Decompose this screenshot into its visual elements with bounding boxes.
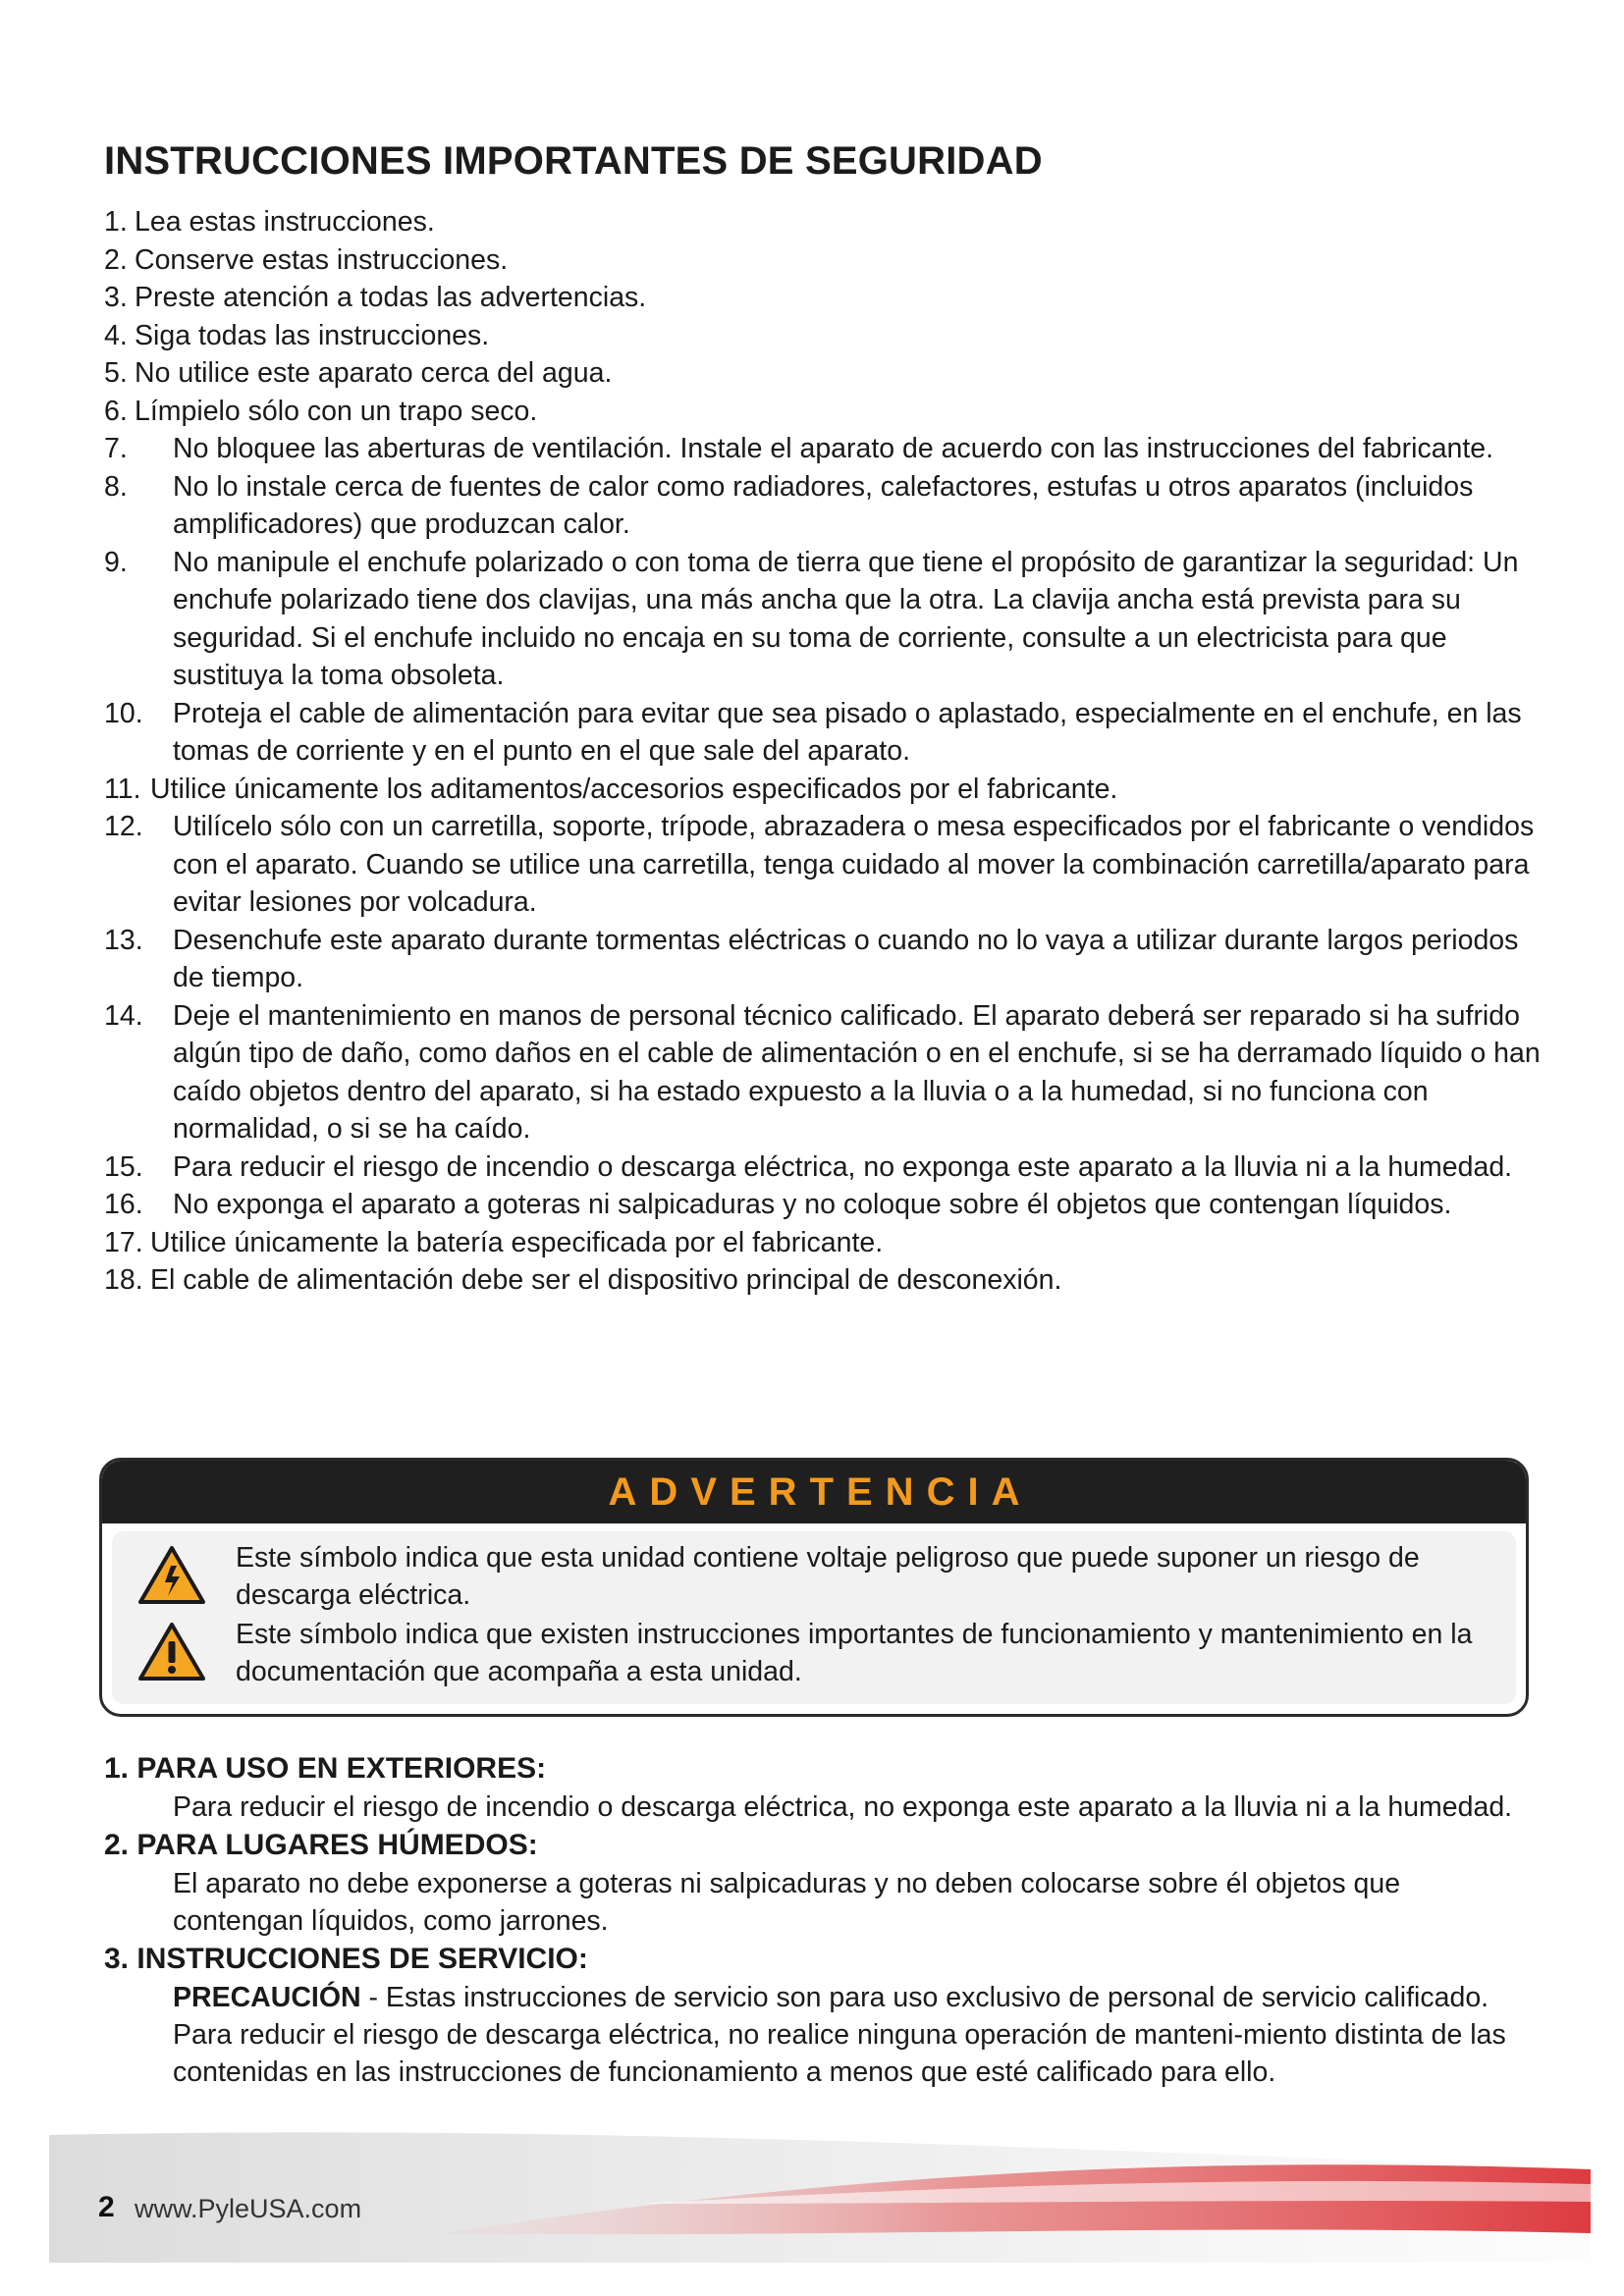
service-text xyxy=(104,1979,1518,2091)
list-item xyxy=(104,544,1547,695)
caution-text: - Estas instrucciones de servicio son para uso exclusivo de personal de servicio calificado. Para reducir el riesgo de descarga eléctrica, no realice ninguna operación de manteni-miento distinta de las contenidas en las instrucciones de funcionamiento a menos que esté calificado para ello. xyxy=(173,1982,1506,2088)
item-text: Lea estas instrucciones. xyxy=(135,206,435,238)
instruction-list xyxy=(104,203,1547,1300)
list-item xyxy=(104,1186,1547,1224)
item-number: 12. xyxy=(104,811,143,842)
list-item xyxy=(104,393,1547,431)
service-heading: 3. INSTRUCCIONES DE SERVICIO: xyxy=(104,1943,588,1975)
warning-header xyxy=(102,1461,1526,1523)
item-text: Desenchufe este aparato durante tormentas eléctricas o cuando no lo vaya a utilizar durante largos periodos de tiempo. xyxy=(173,924,1519,993)
item-text: No bloquee las aberturas de ventilación. Instale el aparato de acuerdo con las instrucciones del fabricante. xyxy=(173,433,1494,464)
item-text: Límpielo sólo con un trapo seco. xyxy=(135,395,538,427)
item-text: Utilice únicamente la batería especificada por el fabricante. xyxy=(150,1226,884,1258)
item-number: 6. xyxy=(104,395,128,427)
item-text: No exponga el aparato a goteras ni salpicaduras y no coloque sobre él objetos que contengan líquidos. xyxy=(173,1189,1452,1220)
list-item xyxy=(104,1224,1547,1262)
item-text: No utilice este aparato cerca del agua. xyxy=(135,357,613,389)
item-text: Utilícelo sólo con un carretilla, soporte, trípode, abrazadera o mesa especificados por el fabricante o vendidos con el aparato. Cuando se utilice una carretilla, tenga cuidado al mover la combinación carretilla/aparato para evitar lesiones por volcadura. xyxy=(173,811,1535,918)
item-number: 8. xyxy=(104,470,128,503)
footer-wave-decoration xyxy=(49,2115,1591,2263)
item-text: Deje el mantenimiento en manos de personal técnico calificado. El aparato deberá ser reparado si ha sufrido algún tipo de daño, como daños en el cable de alimentación o en el enchufe, si se ha derramado líquido o han caído objetos dentro del aparato, si ha estado expuesto a la lluvia o a la humedad, si no funciona con normalidad, o si se ha caído. xyxy=(173,999,1541,1145)
item-number: 2. xyxy=(104,243,128,276)
item-number: 15. xyxy=(104,1150,143,1183)
item-number: 4. xyxy=(104,319,128,351)
item-text: No lo instale cerca de fuentes de calor como radiadores, calefactores, estufas u otros aparatos (incluidos amplificadores) que produzcan calor. xyxy=(173,470,1474,540)
wet-locations-heading: 2. PARA LUGARES HÚMEDOS: xyxy=(104,1829,538,1861)
usage-notes xyxy=(104,1749,1518,2091)
item-number: 14. xyxy=(104,999,143,1032)
caution-label: PRECAUCIÓN xyxy=(173,1982,361,2013)
item-number: 11. xyxy=(104,773,141,805)
item-number: 17. xyxy=(104,1226,143,1258)
list-item xyxy=(104,241,1547,280)
exclamation-warning-icon xyxy=(137,1622,206,1682)
item-number: 9. xyxy=(104,546,128,578)
item-number: 5. xyxy=(104,357,128,389)
item-number: 3. xyxy=(104,282,128,313)
item-text: El cable de alimentación debe ser el dispositivo principal de desconexión. xyxy=(150,1264,1062,1296)
item-number: 1. xyxy=(104,206,128,238)
list-item xyxy=(104,354,1547,393)
warning-title: ADVERTENCIA xyxy=(608,1469,1033,1514)
item-number: 18. xyxy=(104,1264,143,1296)
list-item xyxy=(104,1148,1547,1187)
list-item xyxy=(104,317,1547,355)
list-item xyxy=(104,430,1547,468)
list-item xyxy=(104,695,1547,771)
warning-box xyxy=(99,1458,1529,1717)
wet-locations-text: El aparato no debe exponerse a goteras ni salpicaduras y no deben colocarse sobre él objetos que contengan líquidos, como jarrones. xyxy=(173,1868,1401,1937)
item-text: Siga todas las instrucciones. xyxy=(135,319,490,351)
warning-body xyxy=(112,1531,1516,1704)
electric-shock-warning-icon xyxy=(137,1545,206,1606)
page-title: INSTRUCCIONES IMPORTANTES DE SEGURIDAD xyxy=(104,139,1043,183)
item-number: 7. xyxy=(104,433,128,464)
website-link: www.PyleUSA.com xyxy=(135,2194,362,2223)
list-item xyxy=(104,922,1547,997)
list-item xyxy=(104,203,1547,241)
list-item xyxy=(104,279,1547,317)
outdoor-text: Para reducir el riesgo de incendio o descarga eléctrica, no exponga este aparato a la lluvia ni a la humedad. xyxy=(173,1791,1513,1823)
list-item xyxy=(104,997,1547,1148)
item-text: Para reducir el riesgo de incendio o descarga eléctrica, no exponga este aparato a la lluvia ni a la humedad. xyxy=(173,1150,1513,1183)
list-item xyxy=(104,468,1547,544)
item-text: Preste atención a todas las advertencias. xyxy=(135,282,647,313)
item-text: Conserve estas instrucciones. xyxy=(135,243,509,276)
item-text: Utilice únicamente los aditamentos/accesorios especificados por el fabricante. xyxy=(150,773,1118,805)
item-number: 13. xyxy=(104,924,143,956)
warning-attention-text: Este símbolo indica que existen instrucciones importantes de funcionamiento y mantenimiento en la documentación que acompaña a esta unidad. xyxy=(236,1619,1473,1687)
warning-voltage-row xyxy=(137,1539,1502,1618)
list-item xyxy=(104,808,1547,922)
list-item xyxy=(104,1261,1547,1300)
item-text: No manipule el enchufe polarizado o con toma de tierra que tiene el propósito de garantizar la seguridad: Un enchufe polarizado tiene dos clavijas, una más ancha que la otra. La clavija ancha está prevista para su seguridad. Si el enchufe incluido no encaja en su toma de corriente, consulte a un electricista para que sustituya la toma obsoleta. xyxy=(173,546,1519,691)
outdoor-heading: 1. PARA USO EN EXTERIORES: xyxy=(104,1752,547,1785)
list-item xyxy=(104,771,1547,809)
item-number: 16. xyxy=(104,1189,143,1220)
page-number: 2 xyxy=(98,2191,115,2223)
warning-attention-row xyxy=(137,1616,1502,1694)
item-number: 10. xyxy=(104,697,143,729)
warning-voltage-text: Este símbolo indica que esta unidad contiene voltaje peligroso que puede suponer un riesgo de descarga eléctrica. xyxy=(236,1542,1420,1611)
item-text: Proteja el cable de alimentación para evitar que sea pisado o aplastado, especialmente en el enchufe, en las tomas de corriente y en el punto en el que sale del aparato. xyxy=(173,697,1522,767)
